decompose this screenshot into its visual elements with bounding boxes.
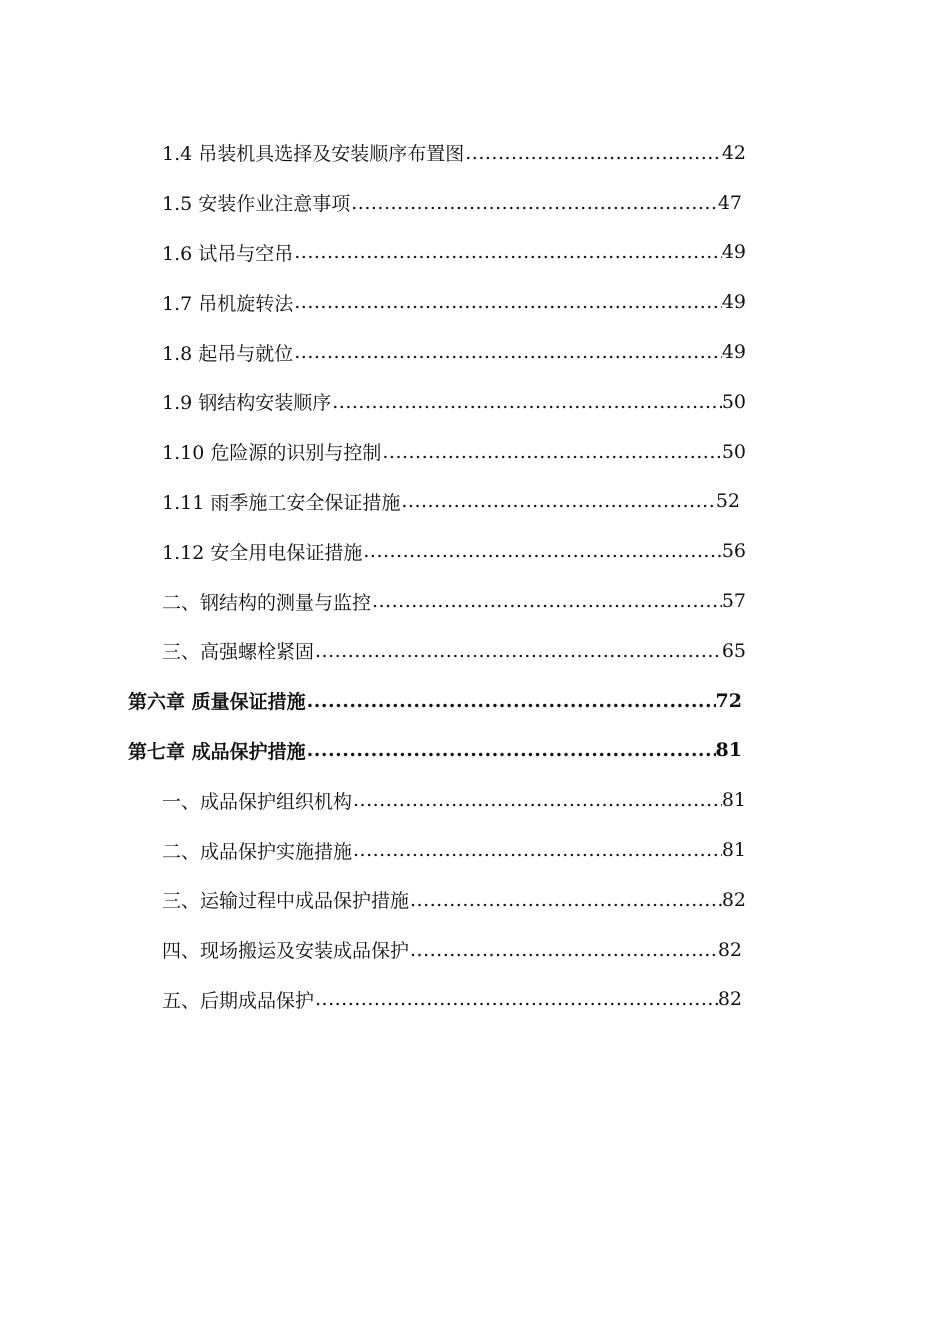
- toc-entry-title: 1.11 雨季施工安全保证措施: [162, 491, 401, 514]
- toc-entry[interactable]: [0, 377, 746, 427]
- toc-entry-title: 1.7 吊机旋转法: [162, 292, 294, 315]
- toc-dot-leader: [294, 341, 722, 363]
- toc-entry[interactable]: [0, 477, 740, 527]
- toc-dot-leader: [351, 192, 718, 214]
- toc-dot-leader: [372, 590, 722, 612]
- toc-entry-title: 第六章 质量保证措施: [128, 691, 306, 714]
- toc-entry[interactable]: [0, 128, 746, 178]
- toc-entry-title: 三、高强螺栓紧固: [162, 641, 315, 664]
- toc-entry[interactable]: [0, 875, 746, 925]
- toc-entry[interactable]: [0, 626, 746, 676]
- toc-dot-leader: [307, 690, 716, 712]
- toc-dot-leader: [294, 291, 722, 313]
- toc-entry-page: 49: [721, 341, 746, 364]
- toc-entry-title: 二、成品保护实施措施: [162, 840, 353, 863]
- toc-entry-title: 1.8 起吊与就位: [162, 342, 294, 365]
- toc-entry-page: 56: [721, 540, 746, 563]
- toc-entry-title: 四、现场搬运及安装成品保护: [162, 940, 410, 963]
- toc-entry-page: 52: [715, 490, 740, 513]
- toc-entry-title: 第七章 成品保护措施: [128, 740, 306, 763]
- toc-entry-page: 50: [721, 390, 746, 413]
- toc-entry[interactable]: [0, 576, 746, 626]
- toc-dot-leader: [410, 889, 722, 911]
- toc-dot-leader: [332, 391, 722, 413]
- toc-entry-page: 65: [721, 639, 746, 662]
- toc-entry[interactable]: [0, 277, 746, 327]
- toc-entry[interactable]: [0, 975, 742, 1025]
- toc-entry-page: 81: [721, 839, 746, 862]
- toc-dot-leader: [353, 839, 722, 861]
- toc-entry-title: 二、钢结构的测量与监控: [162, 591, 372, 614]
- toc-entry[interactable]: [0, 775, 746, 825]
- toc-entry-page: 49: [721, 291, 746, 314]
- toc-dot-leader: [401, 490, 715, 512]
- toc-entry-page: 72: [715, 689, 742, 712]
- toc-entry[interactable]: [0, 526, 746, 576]
- toc-entry-title: 1.5 安装作业注意事项: [162, 193, 351, 216]
- toc-entry[interactable]: [0, 925, 742, 975]
- toc-entry-page: 82: [717, 938, 742, 961]
- toc-dot-leader: [410, 939, 718, 961]
- toc-entry-title: 三、运输过程中成品保护措施: [162, 890, 410, 913]
- toc-entry-page: 82: [717, 988, 742, 1011]
- toc-chapter-entry[interactable]: [0, 726, 742, 776]
- toc-entry-page: 42: [721, 141, 746, 164]
- toc-entry-page: 50: [721, 440, 746, 463]
- toc-entry[interactable]: [0, 427, 746, 477]
- toc-dot-leader: [294, 241, 722, 263]
- toc-entry-title: 1.12 安全用电保证措施: [162, 541, 363, 564]
- table-of-contents: [0, 128, 950, 1024]
- toc-entry-page: 49: [721, 241, 746, 264]
- toc-entry-title: 1.4 吊装机具选择及安装顺序布置图: [162, 143, 465, 166]
- toc-entry[interactable]: [0, 228, 746, 278]
- toc-entry-page: 57: [721, 590, 746, 613]
- toc-dot-leader: [315, 640, 722, 662]
- toc-entry-page: 82: [721, 888, 746, 911]
- toc-entry-title: 1.6 试吊与空吊: [162, 242, 294, 265]
- toc-entry[interactable]: [0, 825, 746, 875]
- toc-entry-title: 一、成品保护组织机构: [162, 790, 353, 813]
- toc-entry-title: 五、后期成品保护: [162, 989, 315, 1012]
- toc-chapter-entry[interactable]: [0, 676, 742, 726]
- toc-dot-leader: [353, 789, 722, 811]
- toc-entry-title: 1.10 危险源的识别与控制: [162, 442, 382, 465]
- toc-dot-leader: [382, 441, 721, 463]
- toc-dot-leader: [315, 988, 718, 1010]
- toc-dot-leader: [363, 540, 721, 562]
- toc-entry-title: 1.9 钢结构安装顺序: [162, 392, 332, 415]
- toc-entry-page: 81: [721, 789, 746, 812]
- toc-entry[interactable]: [0, 178, 742, 228]
- toc-entry-page: 47: [717, 191, 742, 214]
- toc-dot-leader: [307, 739, 716, 761]
- toc-entry-page: 81: [715, 739, 742, 762]
- toc-entry[interactable]: [0, 327, 746, 377]
- toc-dot-leader: [465, 142, 722, 164]
